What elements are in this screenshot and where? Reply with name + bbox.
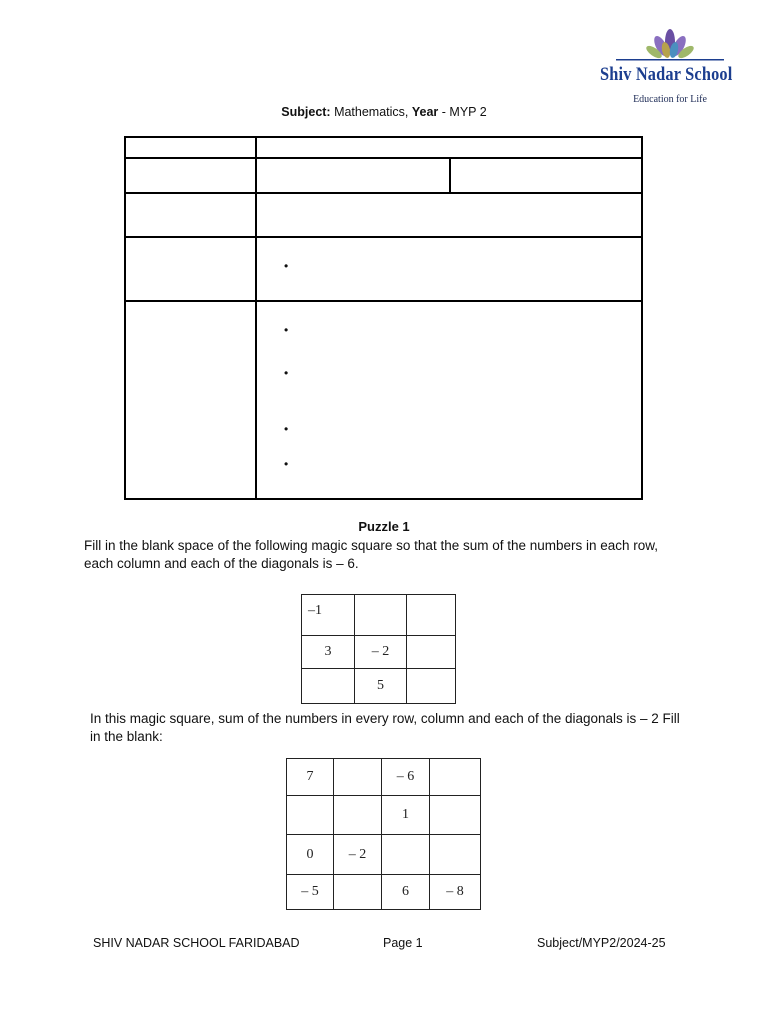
- magic-square-cell: [334, 875, 382, 910]
- puzzle-1-title: Puzzle 1: [358, 519, 410, 534]
- magic-square-cell: 3: [302, 636, 355, 669]
- table-border-top: [124, 136, 643, 138]
- magic-square-cell: [382, 835, 430, 875]
- bullet-marker: •: [284, 323, 289, 337]
- footer-page-number: Page 1: [383, 936, 423, 950]
- magic-square-cell: [430, 759, 481, 796]
- magic-square-cell: 1: [382, 796, 430, 835]
- table-cell-divider: [449, 158, 451, 193]
- table-border-bottom: [124, 498, 643, 500]
- bullet-marker: •: [284, 259, 289, 273]
- bullet-marker: •: [284, 457, 289, 471]
- subject-value: Mathematics,: [330, 105, 412, 119]
- table-column-divider: [255, 136, 257, 500]
- bullet-marker: •: [284, 422, 289, 436]
- magic-square-cell: – 6: [382, 759, 430, 796]
- footer-document-ref: Subject/MYP2/2024-25: [537, 936, 666, 950]
- magic-square-cell: [302, 669, 355, 704]
- magic-square-2: [286, 758, 481, 910]
- magic-square-cell: [407, 669, 456, 704]
- table-row-divider: [124, 236, 643, 238]
- lotus-logo-icon: [596, 26, 744, 66]
- magic-square-cell: [430, 796, 481, 835]
- puzzle-2-instruction: In this magic square, sum of the numbers in every row, column and each of the diagonals is – 2 Fill in the blank:: [90, 711, 680, 744]
- magic-square-cell: – 5: [287, 875, 334, 910]
- magic-square-1: [301, 594, 456, 704]
- table-row-divider: [124, 192, 643, 194]
- magic-square-cell: [355, 595, 407, 636]
- year-value: - MYP 2: [438, 105, 487, 119]
- bullet-marker: •: [284, 366, 289, 380]
- magic-square-cell: [407, 636, 456, 669]
- magic-square-cell: 5: [355, 669, 407, 704]
- magic-square-cell: [287, 796, 334, 835]
- logo-tagline: Education for Life: [633, 94, 707, 105]
- logo-school-name: Shiv Nadar School: [600, 64, 733, 85]
- magic-square-cell: [407, 595, 456, 636]
- subject-line: [0, 105, 768, 119]
- table-border-left: [124, 136, 126, 500]
- subject-label: Subject:: [281, 105, 331, 119]
- magic-square-cell: – 2: [355, 636, 407, 669]
- magic-square-cell: 6: [382, 875, 430, 910]
- magic-square-cell: [430, 835, 481, 875]
- table-row-divider: [124, 157, 643, 159]
- info-table: [124, 136, 643, 500]
- year-label: Year: [411, 105, 439, 119]
- magic-square-cell: – 8: [430, 875, 481, 910]
- table-border-right: [641, 136, 643, 500]
- magic-square-cell: 7: [287, 759, 334, 796]
- magic-square-cell: –1: [302, 595, 355, 636]
- magic-square-cell: [334, 796, 382, 835]
- magic-square-cell: [334, 759, 382, 796]
- puzzle-1-instruction: Fill in the blank space of the following magic square so that the sum of the numbers in each row, each column and each of the diagonals is – 6.: [84, 538, 659, 571]
- magic-square-cell: – 2: [334, 835, 382, 875]
- magic-square-cell: 0: [287, 835, 334, 875]
- footer-school-name: SHIV NADAR SCHOOL FARIDABAD: [93, 936, 300, 950]
- school-logo: [596, 26, 744, 110]
- table-row-divider: [124, 300, 643, 302]
